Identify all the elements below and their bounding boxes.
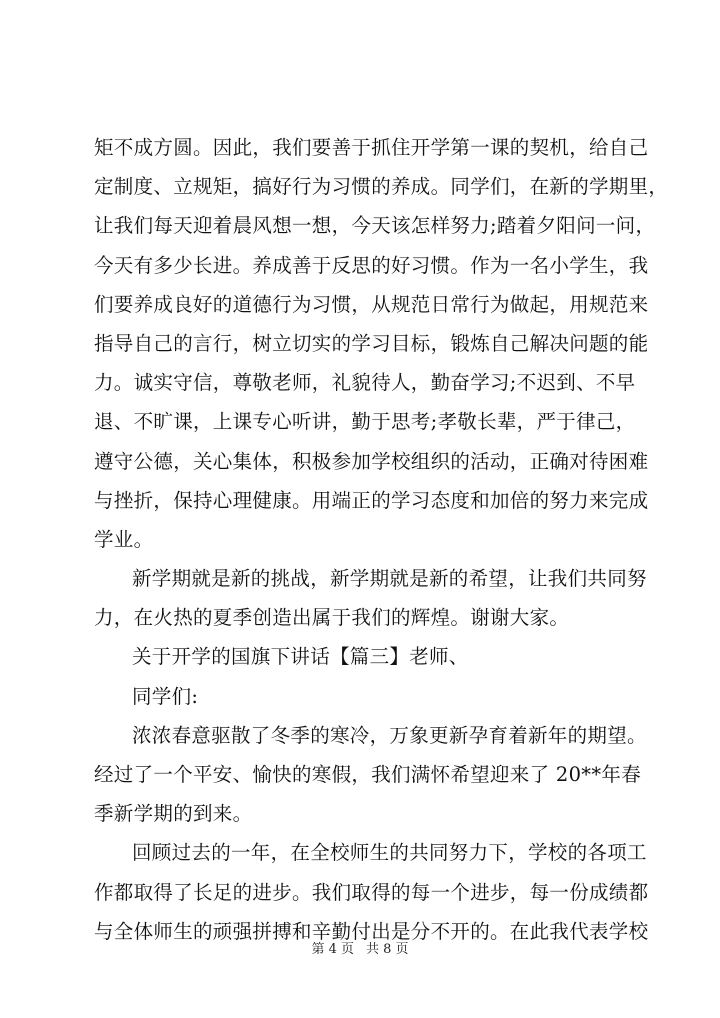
text-line: 回顾过去的一年，在全校师生的共同努力下，学校的各项工: [132, 841, 647, 865]
text-line: 季新学期的到来。: [94, 802, 253, 826]
text-line: 学业。: [94, 527, 154, 551]
text-line: 今天有多少长进。养成善于反思的好习惯。作为一名小学生，我: [94, 253, 649, 277]
text-line: 浓浓春意驱散了冬季的寒冷，万象更新孕育着新年的期望。: [132, 723, 647, 747]
text-line: 力。诚实守信，尊敬老师，礼貌待人，勤奋学习;不迟到、不早: [94, 371, 636, 395]
text-line: 与挫折，保持心理健康。用端正的学习态度和加倍的努力来完成: [94, 488, 649, 512]
section-heading: 关于开学的国旗下讲话【篇三】老师、: [132, 645, 469, 669]
text-line: 力，在火热的夏季创造出属于我们的辉煌。谢谢大家。: [94, 606, 570, 630]
text-line: 退、不旷课，上课专心听讲，勤于思考;孝敬长辈，严于律己，: [94, 410, 636, 434]
page-footer: [0, 938, 720, 957]
text-line: 与全体师生的顽强拼搏和辛勤付出是分不开的。在此我代表学校: [94, 919, 649, 943]
text-line: 定制度、立规矩，搞好行为习惯的养成。同学们，在新的学期里，: [94, 175, 669, 199]
body-text: [94, 128, 669, 951]
text-line: 经过了一个平安、愉快的寒假，我们满怀希望迎来了 20**年春: [94, 763, 642, 786]
salutation: 同学们:: [132, 684, 199, 708]
text-line: 让我们每天迎着晨风想一想，今天该怎样努力;踏着夕阳问一问，: [94, 214, 656, 238]
page-total: 共 8 页: [366, 942, 409, 957]
page-number: 第 4 页: [311, 942, 354, 957]
text-line: 们要养成良好的道德行为习惯，从规范日常行为做起，用规范来: [94, 292, 649, 316]
text-line: 作都取得了长足的进步。我们取得的每一个进步，每一份成绩都: [94, 880, 649, 904]
text-line: 指导自己的言行，树立切实的学习目标，锻炼自己解决问题的能: [94, 331, 649, 355]
text-line: 新学期就是新的挑战，新学期就是新的希望，让我们共同努: [132, 567, 647, 591]
text-line: 矩不成方圆。因此，我们要善于抓住开学第一课的契机，给自己: [94, 136, 649, 159]
text-line: 遵守公德，关心集体，积极参加学校组织的活动，正确对待困难: [94, 449, 649, 473]
